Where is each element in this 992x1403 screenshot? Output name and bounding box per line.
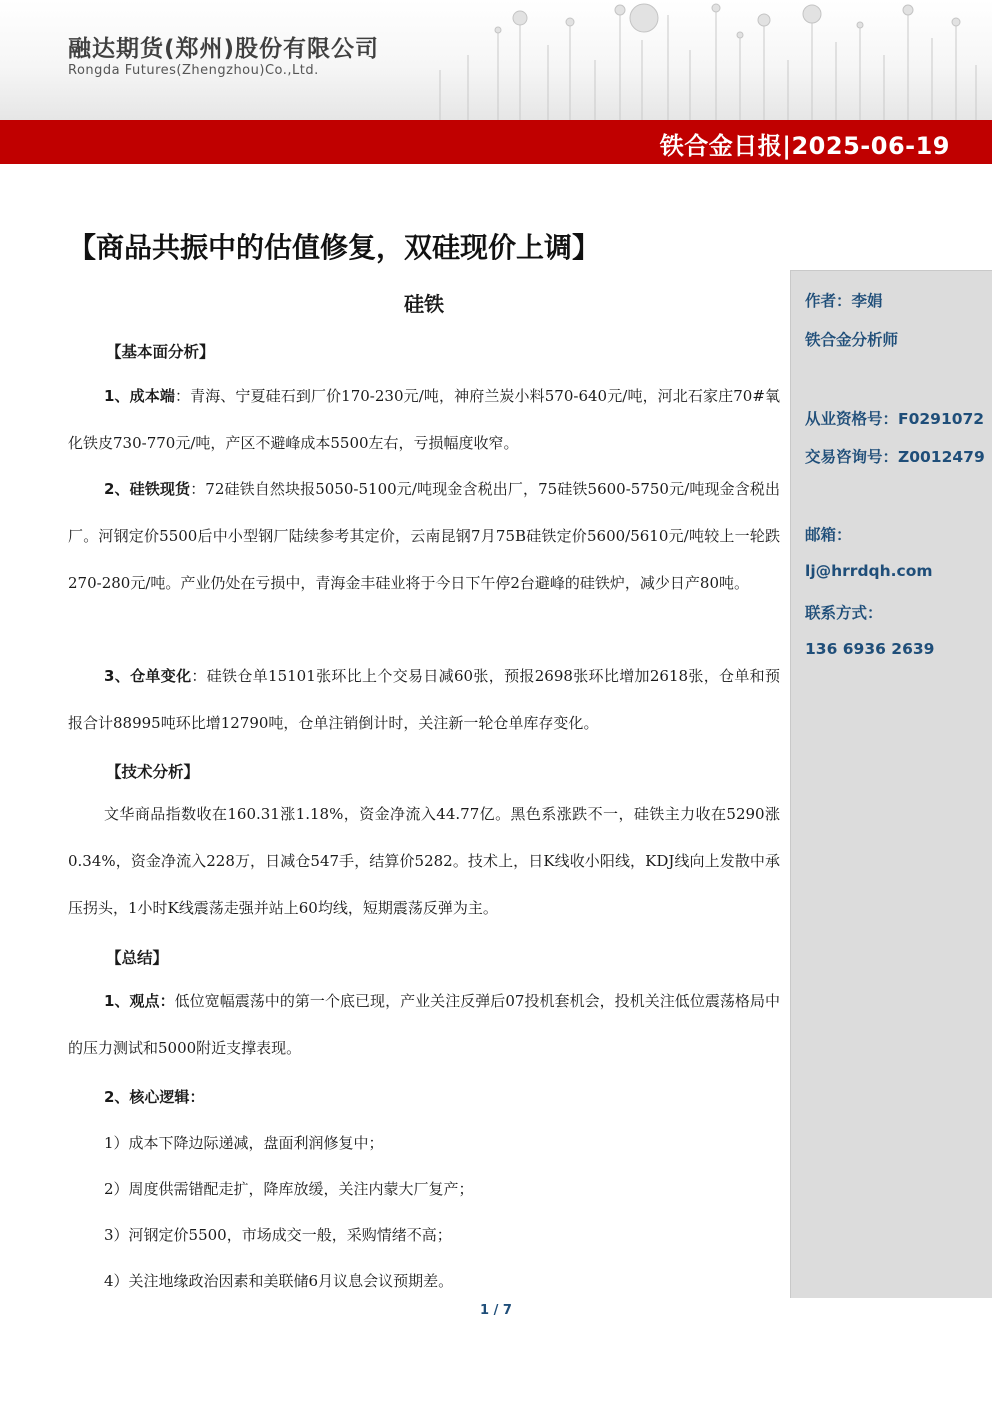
section-heading-fundamentals: 【基本面分析】	[106, 343, 215, 361]
email-label: 邮箱：	[805, 526, 852, 544]
decorative-pattern	[420, 0, 992, 120]
page-number: 1 / 7	[480, 1303, 512, 1318]
label-view: 1、观点：	[104, 992, 175, 1010]
report-header	[0, 0, 992, 120]
section-heading-summary: 【总结】	[106, 949, 169, 967]
author-role: 铁合金分析师	[805, 331, 899, 349]
consult-number: 交易咨询号：Z0012479	[805, 448, 985, 466]
company-name-en: Rongda Futures(Zhengzhou)Co.,Ltd.	[68, 63, 319, 78]
paragraph-cost: 1、成本端：青海、宁夏硅石到厂价170-230元/吨，神府兰炭小料570-640元/吨，河北石家庄70#氧化铁皮730-770元/吨，产区不避峰成本5500左右，亏损幅度收窄。	[68, 387, 780, 452]
paragraph-technical: 文华商品指数收在160.31涨1.18%，资金净流入44.77亿。黑色系涨跌不一，硅铁主力收在5290涨0.34%，资金净流入228万，日减仓547手，结算价5282。技术上，日K线收小阳线，KDJ线向上发散中承压拐头，1小时K线震荡走强并站上60均线，短期震荡反弹为主。	[68, 805, 780, 917]
logic-item: 2）周度供需错配走扩，降库放缓，关注内蒙大厂复产；	[104, 1180, 474, 1198]
label-warehouse: 3、仓单变化	[104, 667, 192, 685]
banner-title: 铁合金日报|2025-06-19	[659, 132, 950, 160]
paragraph-spot: 2、硅铁现货：72硅铁自然块报5050-5100元/吨现金含税出厂，75硅铁5600-5750元/吨现金含税出厂。河钢定价5500后中小型钢厂陆续参考其定价，云南昆钢7月75B硅铁定价5600/5610元/吨较上一轮跌270-280元/吨。产业仍处在亏损中，青海金丰硅业将于今日下午停2台避峰的硅铁炉，减少日产80吨。	[68, 480, 780, 592]
core-logic-label: 2、核心逻辑：	[104, 1088, 205, 1106]
section-heading-technical: 【技术分析】	[106, 763, 200, 781]
author-name: 作者：李娟	[805, 292, 883, 310]
paragraph-view: 1、观点：低位宽幅震荡中的第一个底已现，产业关注反弹后07投机套机会，投机关注低位震荡格局中的压力测试和5000附近支撑表现。	[68, 992, 781, 1057]
logic-item: 1）成本下降边际递减，盘面利润修复中；	[104, 1134, 384, 1152]
label-cost: 1、成本端	[104, 387, 175, 405]
company-name-cn: 融达期货(郑州)股份有限公司	[68, 36, 380, 62]
email-address[interactable]: lj@hrrdqh.com	[805, 562, 933, 580]
commodity-subtitle: 硅铁	[404, 292, 444, 316]
logic-item: 4）关注地缘政治因素和美联储6月议息会议预期差。	[104, 1272, 454, 1290]
phone-number: 136 6936 2639	[805, 640, 935, 658]
report-banner	[0, 120, 992, 164]
paragraph-warehouse: 3、仓单变化：硅铁仓单15101张环比上个交易日减60张，预报2698张环比增加2618张，仓单和预报合计88995吨环比增12790吨，仓单注销倒计时，关注新一轮仓单库存变化。	[68, 667, 780, 732]
report-title: 【商品共振中的估值修复，双硅现价上调】	[68, 231, 601, 264]
contact-label: 联系方式：	[805, 604, 883, 622]
logic-item: 3）河钢定价5500，市场成交一般，采购情绪不高；	[104, 1226, 452, 1244]
label-spot: 2、硅铁现货	[104, 480, 191, 498]
qualification-number: 从业资格号：F0291072	[805, 410, 985, 428]
author-sidebar	[790, 270, 992, 1298]
